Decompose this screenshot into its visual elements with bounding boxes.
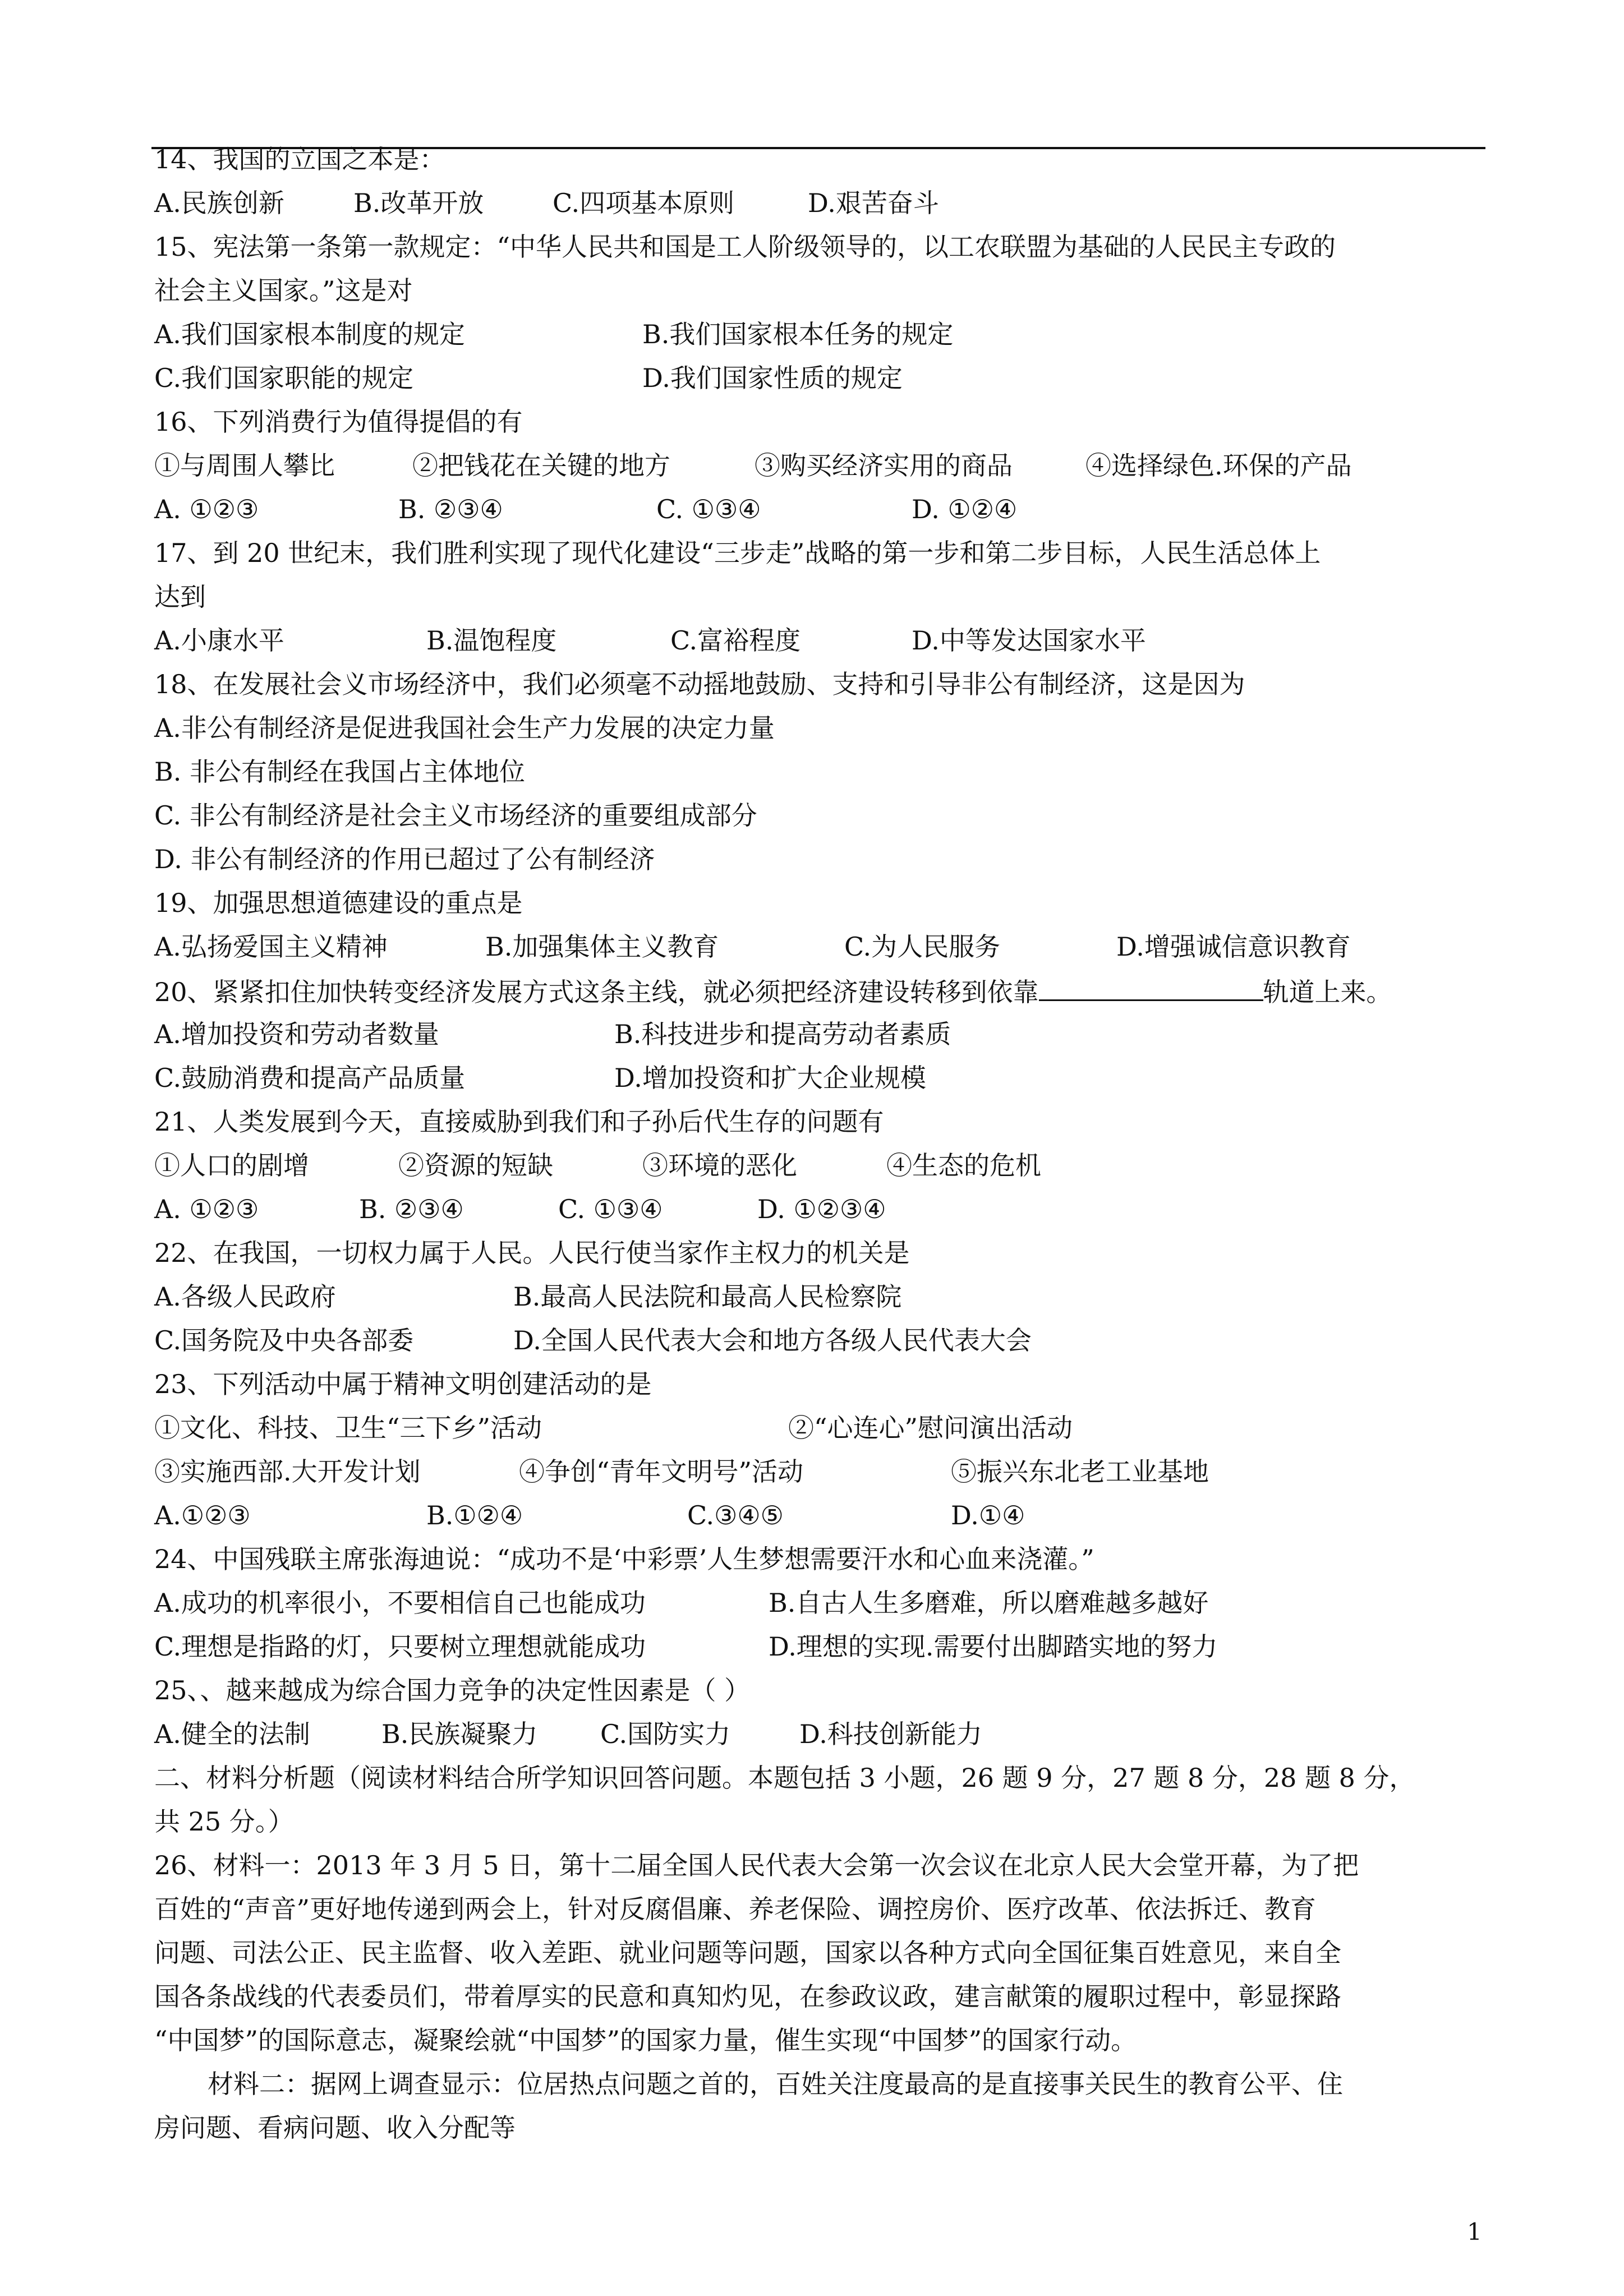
text-line: 17、到 20 世纪末，我们胜利实现了现代化建设“三步走”战略的第一步和第二步目标，人民生活总体上 xyxy=(154,538,1321,568)
answer-option: A. ①②③ xyxy=(154,494,259,524)
answer-option: A.增加投资和劳动者数量 xyxy=(154,1019,439,1049)
answer-option: D.理想的实现.需要付出脚踏实地的努力 xyxy=(769,1631,1218,1662)
text-line: 国各条战线的代表委员们，带着厚实的民意和真知灼见，在参政议政，建言献策的履职过程中，彰显探路 xyxy=(154,1981,1341,2012)
answer-option: ①人口的剧增 xyxy=(154,1150,309,1181)
answer-option: B.科技进步和提高劳动者素质 xyxy=(614,1019,951,1049)
text-line: 房问题、看病问题、收入分配等 xyxy=(154,2113,516,2143)
answer-option: A. ①②③ xyxy=(154,1194,259,1224)
answer-option: B.最高人民法院和最高人民检察院 xyxy=(513,1281,902,1312)
page-number: 1 xyxy=(1467,2218,1482,2246)
answer-option: D.我们国家性质的规定 xyxy=(642,363,903,393)
answer-option: ②资源的短缺 xyxy=(398,1150,553,1181)
text-line: A.非公有制经济是促进我国社会生产力发展的决定力量 xyxy=(154,713,775,743)
text-line: 24、中国残联主席张海迪说：“成功不是‘中彩票’人生梦想需要汗水和心血来浇灌。” xyxy=(154,1544,1094,1574)
answer-option: D.增加投资和扩大企业规模 xyxy=(614,1063,926,1093)
text-line: 22、在我国，一切权力属于人民。人民行使当家作主权力的机关是 xyxy=(154,1238,910,1268)
answer-option: C.③④⑤ xyxy=(687,1500,784,1530)
answer-option: C.为人民服务 xyxy=(844,932,1001,962)
answer-option: ③购买经济实用的商品 xyxy=(755,450,1013,481)
answer-option: ③实施西部.大开发计划 xyxy=(154,1456,421,1487)
text-line: C. 非公有制经济是社会主义市场经济的重要组成部分 xyxy=(154,800,757,831)
text-line: 25、、越来越成为综合国力竞争的决定性因素是（ ） xyxy=(154,1675,751,1705)
answer-option: A.各级人民政府 xyxy=(154,1281,336,1312)
answer-option: ③环境的恶化 xyxy=(642,1150,797,1181)
answer-option: D.增强诚信意识教育 xyxy=(1116,932,1351,962)
answer-option: C.国务院及中央各部委 xyxy=(154,1325,414,1356)
answer-option: B.加强集体主义教育 xyxy=(485,932,719,962)
answer-option: ①与周围人攀比 xyxy=(154,450,335,481)
answer-option: B.改革开放 xyxy=(353,188,484,218)
answer-option: C.理想是指路的灯，只要树立理想就能成功 xyxy=(154,1631,646,1662)
answer-option: B.自古人生多磨难，所以磨难越多越好 xyxy=(769,1588,1209,1618)
question-text-end: 轨道上来。 xyxy=(1263,977,1392,1007)
text-line: 材料二：据网上调查显示：位居热点问题之首的，百姓关注度最高的是直接事关民生的教育公平、住 xyxy=(208,2069,1343,2099)
answer-option: D.全国人民代表大会和地方各级人民代表大会 xyxy=(513,1325,1032,1356)
answer-option: ⑤振兴东北老工业基地 xyxy=(951,1456,1209,1487)
question-text: 20、紧紧扣住加快转变经济发展方式这条主线，就必须把经济建设转移到依靠 xyxy=(154,977,1039,1007)
text-line: B. 非公有制经在我国占主体地位 xyxy=(154,757,526,787)
answer-option: A.健全的法制 xyxy=(154,1719,310,1749)
text-line: 26、材料一：2013 年 3 月 5 日，第十二届全国人民代表大会第一次会议在北京人民大会堂开幕，为了把 xyxy=(154,1850,1359,1880)
text-line: 问题、司法公正、民主监督、收入差距、就业问题等问题，国家以各种方式向全国征集百姓意见，来自全 xyxy=(154,1938,1341,1968)
answer-option: ④生态的危机 xyxy=(886,1150,1041,1181)
answer-option: B.温饱程度 xyxy=(426,625,557,656)
answer-option: A.小康水平 xyxy=(154,625,284,656)
answer-option: C. ①③④ xyxy=(558,1194,663,1224)
text-line: 15、宪法第一条第一款规定：“中华人民共和国是工人阶级领导的，以工农联盟为基础的人民民主专政的 xyxy=(154,232,1336,262)
answer-option: A.①②③ xyxy=(154,1500,251,1530)
answer-option: C. ①③④ xyxy=(656,494,761,524)
text-line: 21、人类发展到今天，直接威胁到我们和子孙后代生存的问题有 xyxy=(154,1106,884,1137)
answer-option: ④争创“青年文明号”活动 xyxy=(519,1456,804,1487)
text-line: 19、加强思想道德建设的重点是 xyxy=(154,888,523,918)
text-line: 达到 xyxy=(154,582,206,612)
answer-option: A.我们国家根本制度的规定 xyxy=(154,319,465,349)
answer-option: C.四项基本原则 xyxy=(553,188,735,218)
answer-option: A.弘扬爱国主义精神 xyxy=(154,932,388,962)
text-line: D. 非公有制经济的作用已超过了公有制经济 xyxy=(154,844,655,874)
answer-option: D.中等发达国家水平 xyxy=(912,625,1146,656)
answer-option: B.民族凝聚力 xyxy=(381,1719,538,1749)
answer-option: D. ①②③④ xyxy=(757,1194,886,1224)
answer-option: ②把钱花在关键的地方 xyxy=(412,450,670,481)
text-line: 社会主义国家。”这是对 xyxy=(154,275,413,306)
text-line: 共 25 分。） xyxy=(154,1806,294,1837)
answer-option: C.鼓励消费和提高产品质量 xyxy=(154,1063,466,1093)
text-line: 百姓的“声音”更好地传递到两会上，针对反腐倡廉、养老保险、调控房价、医疗改革、依法拆迁、教育 xyxy=(154,1894,1317,1924)
answer-option: C.国防实力 xyxy=(600,1719,731,1749)
answer-option: D.科技创新能力 xyxy=(799,1719,982,1749)
answer-option: C.富裕程度 xyxy=(670,625,801,656)
answer-option: A.成功的机率很小，不要相信自己也能成功 xyxy=(154,1588,646,1618)
text-line: 16、下列消费行为值得提倡的有 xyxy=(154,407,523,437)
answer-option: A.民族创新 xyxy=(154,188,284,218)
text-line: “中国梦”的国际意志，凝聚绘就“中国梦”的国家力量，催生实现“中国梦”的国家行动。 xyxy=(154,2025,1137,2055)
answer-option: ②“心连心”慰问演出活动 xyxy=(788,1413,1073,1443)
answer-option: D.艰苦奋斗 xyxy=(808,188,939,218)
answer-option: B.①②④ xyxy=(426,1500,523,1530)
answer-option: B. ②③④ xyxy=(398,494,503,524)
answer-option: D. ①②④ xyxy=(912,494,1018,524)
text-line: 18、在发展社会义市场经济中，我们必须毫不动摇地鼓励、支持和引导非公有制经济，这是因为 xyxy=(154,669,1245,699)
text-line: 23、下列活动中属于精神文明创建活动的是 xyxy=(154,1369,652,1399)
answer-option: C.我们国家职能的规定 xyxy=(154,363,414,393)
question-line xyxy=(154,975,1392,1008)
answer-option: ④选择绿色.环保的产品 xyxy=(1085,450,1352,481)
answer-option: D.①④ xyxy=(951,1500,1025,1530)
answer-blank xyxy=(1039,975,1263,1001)
answer-option: B.我们国家根本任务的规定 xyxy=(642,319,954,349)
answer-option: B. ②③④ xyxy=(359,1194,464,1224)
answer-option: ①文化、科技、卫生“三下乡”活动 xyxy=(154,1413,542,1443)
text-line: 14、我国的立国之本是： xyxy=(154,144,445,174)
text-line: 二、材料分析题（阅读材料结合所学知识回答问题。本题包括 3 小题，26 题 9 分，27 题 8 分，28 题 8 分， xyxy=(154,1763,1415,1793)
